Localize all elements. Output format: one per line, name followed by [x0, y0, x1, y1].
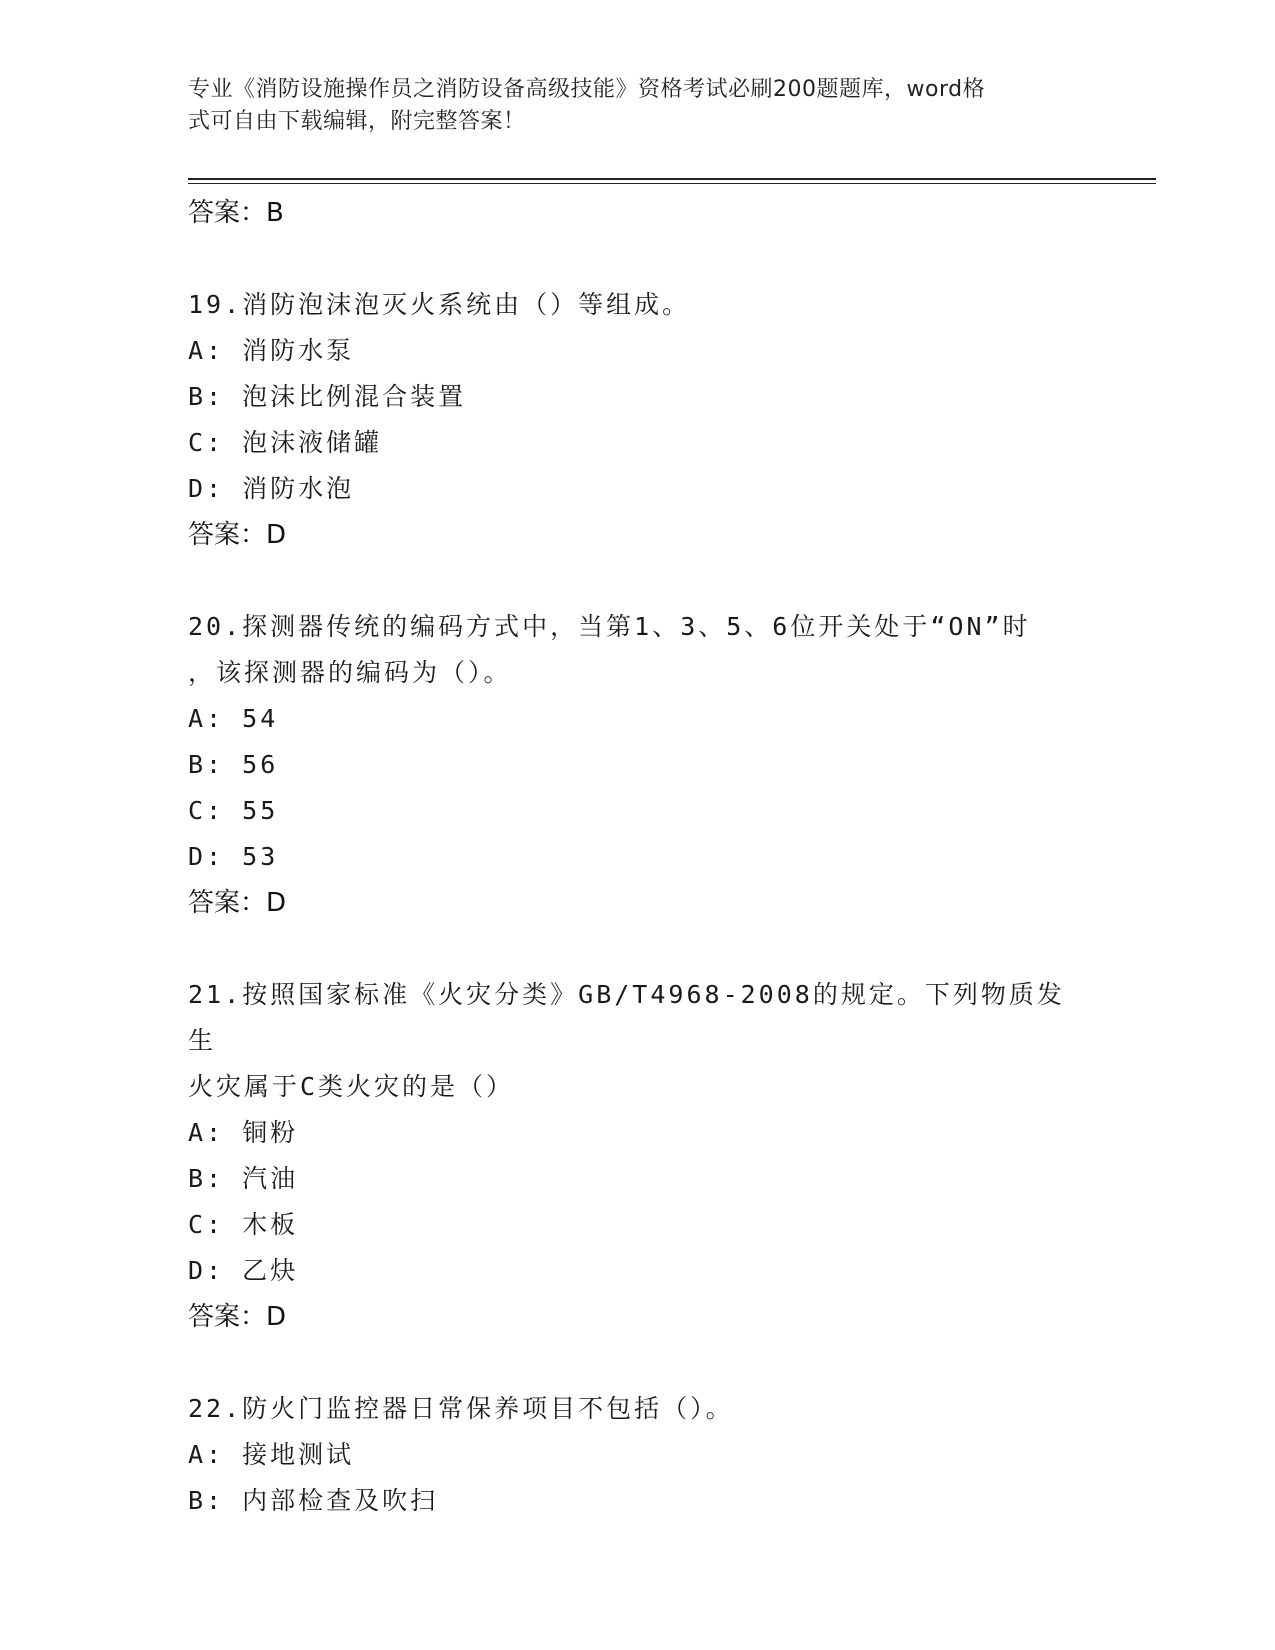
question-20-option-a: A: 54 — [188, 704, 279, 733]
question-20-option-d: D: 53 — [188, 842, 279, 871]
question-20-option-b: B: 56 — [188, 750, 279, 779]
question-19-option-b: B: 泡沫比例混合装置 — [188, 382, 467, 411]
question-19-answer: 答案：D — [188, 520, 287, 550]
question-19-option-c: C: 泡沫液储罐 — [188, 428, 383, 457]
question-21-option-c: C: 木板 — [188, 1210, 299, 1239]
question-21-answer: 答案：D — [188, 1302, 287, 1332]
question-20 — [188, 604, 1088, 926]
question-20-option-c: C: 55 — [188, 796, 279, 825]
question-20-text-line-1: 20.探测器传统的编码方式中，当第1、3、5、6位开关处于“ON”时 — [188, 612, 1031, 641]
question-21-option-d: D: 乙炔 — [188, 1256, 299, 1285]
header-line-2: 式可自由下载编辑，附完整答案！ — [188, 109, 526, 134]
question-20-text-line-2: ，该探测器的编码为（）。 — [188, 658, 512, 687]
header-divider-thin — [188, 183, 1156, 184]
question-22 — [188, 1386, 1088, 1524]
question-19-text: 19.消防泡沫泡灭火系统由（）等组成。 — [188, 290, 691, 319]
header-line-1: 专业《消防设施操作员之消防设备高级技能》资格考试必刷200题题库，word格 — [188, 77, 986, 102]
question-21 — [188, 972, 1088, 1340]
question-22-option-b: B: 内部检查及吹扫 — [188, 1486, 439, 1515]
question-list — [188, 190, 1088, 1524]
question-21-text-line-1: 21.按照国家标准《火灾分类》GB/T4968-2008的规定。下列物质发生 — [188, 980, 1065, 1055]
question-19 — [188, 282, 1088, 558]
question-19-option-d: D: 消防水泡 — [188, 474, 355, 503]
question-21-option-b: B: 汽油 — [188, 1164, 299, 1193]
header-divider-thick — [188, 178, 1156, 180]
question-21-option-a: A: 铜粉 — [188, 1118, 299, 1147]
question-20-answer: 答案：D — [188, 888, 287, 918]
previous-answer: 答案：B — [188, 198, 284, 228]
question-21-text-line-2: 火灾属于C类火灾的是（） — [188, 1072, 515, 1101]
question-19-option-a: A: 消防水泵 — [188, 336, 355, 365]
question-22-option-a: A: 接地测试 — [188, 1440, 355, 1469]
question-22-text: 22.防火门监控器日常保养项目不包括（）。 — [188, 1394, 734, 1423]
document-header — [188, 74, 1068, 138]
